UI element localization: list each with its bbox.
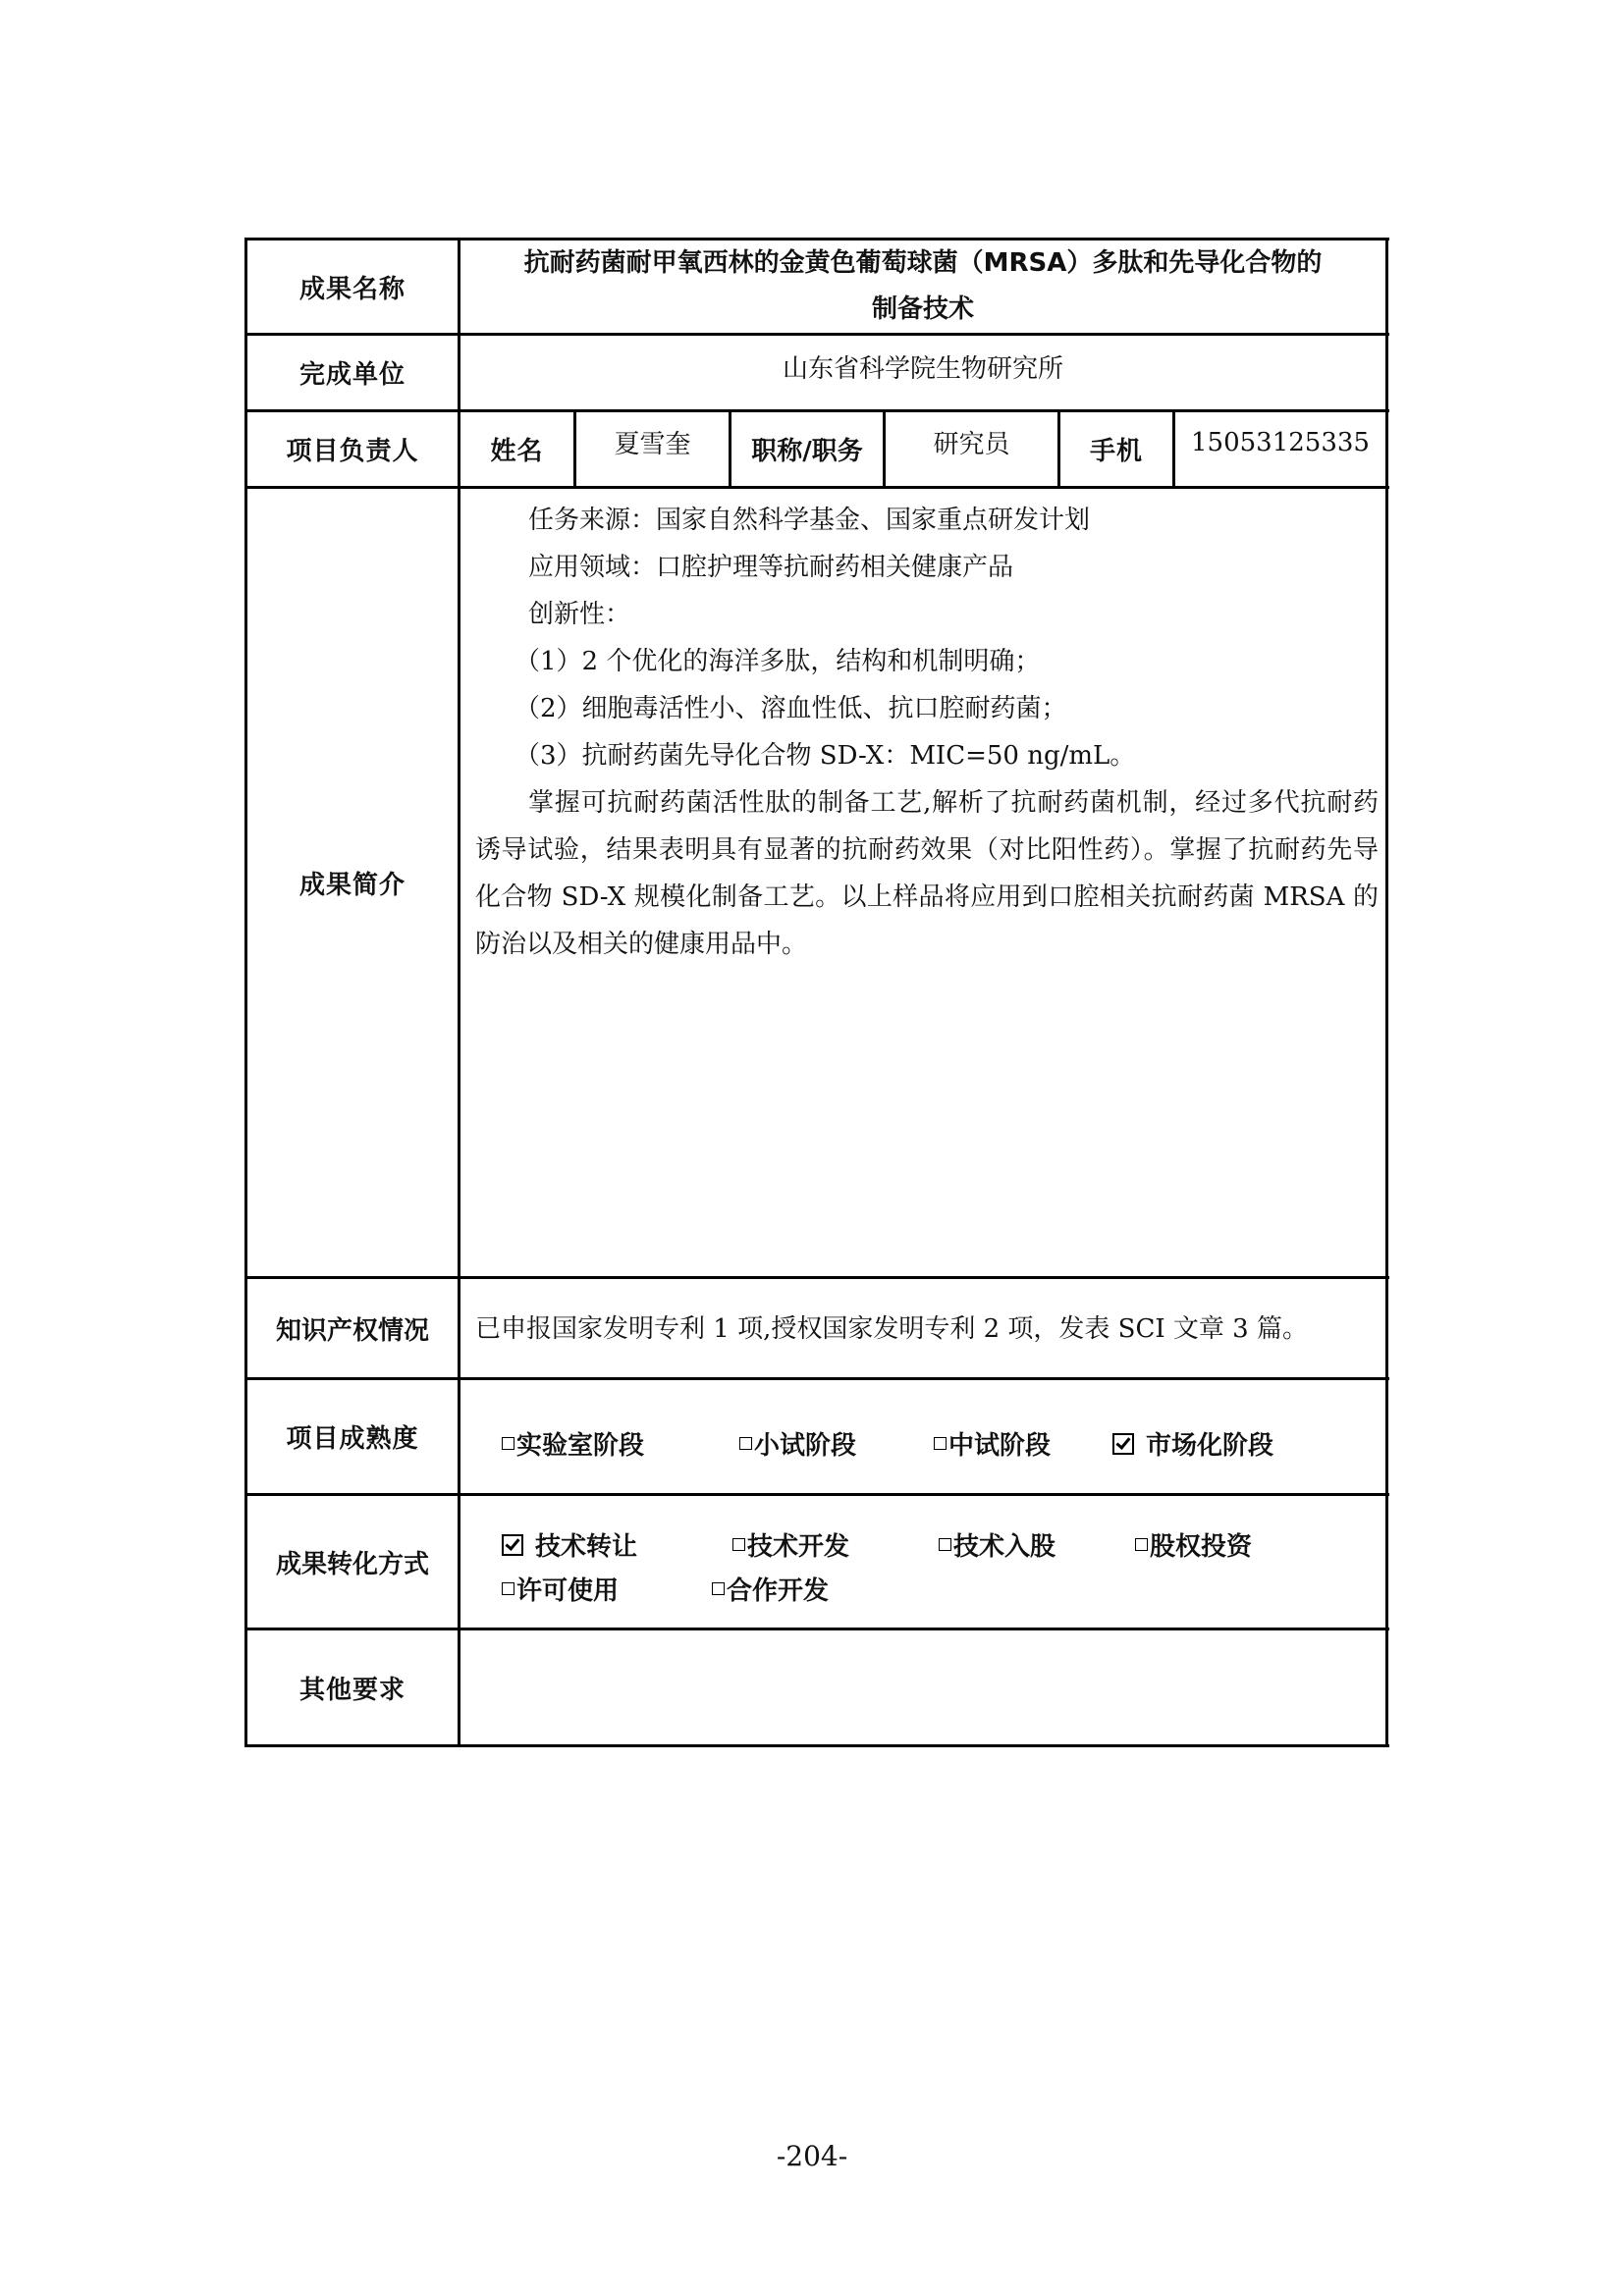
- project-leader-label: 项目负责人: [286, 437, 419, 466]
- option-label: 市场化阶段: [1146, 1431, 1274, 1461]
- achievement-name-line2: 制备技术: [871, 294, 974, 324]
- checkbox-unchecked-icon[interactable]: [502, 1437, 514, 1450]
- table-border-right: [1385, 238, 1388, 1747]
- leader-name-value: 夏雪奎: [614, 430, 691, 459]
- transformation-option-transfer[interactable]: [502, 1526, 637, 1563]
- leader-title-value: 研究员: [933, 430, 1010, 459]
- maturity-label: 项目成熟度: [286, 1424, 419, 1454]
- task-source: 任务来源：国家自然科学基金、国家重点研发计划: [528, 506, 1091, 535]
- leader-title-label: 职称/职务: [751, 437, 863, 466]
- achievement-name-label: 成果名称: [298, 274, 406, 304]
- innovation-heading: 创新性：: [528, 600, 631, 629]
- transformation-option-development[interactable]: [732, 1526, 849, 1563]
- option-label: 技术入股: [953, 1532, 1056, 1562]
- application-field: 应用领域：口腔护理等抗耐药相关健康产品: [528, 553, 1014, 582]
- maturity-option-pilot[interactable]: [934, 1425, 1051, 1462]
- checkbox-checked-icon[interactable]: [502, 1534, 523, 1556]
- option-label: 股权投资: [1150, 1532, 1253, 1562]
- completing-unit-value: 山东省科学院生物研究所: [782, 354, 1063, 384]
- transformation-option-cooperation[interactable]: [712, 1571, 829, 1607]
- checkbox-unchecked-icon[interactable]: [1135, 1538, 1148, 1551]
- page-number: -204-: [776, 2140, 848, 2172]
- option-label: 小试阶段: [754, 1431, 857, 1461]
- option-label: 技术开发: [747, 1532, 850, 1562]
- introduction-summary: 掌握可抗耐药菌活性肽的制备工艺,解析了抗耐药菌机制，经过多代抗耐药诱导试验，结果表明具有显著的抗耐药效果（对比阳性药）。掌握了抗耐药先导化合物 SD-X 规模化制备工艺。以上样品将应用到口腔相关抗耐药菌 MRSA 的防治以及相关的健康用品中。: [475, 788, 1379, 959]
- innovation-item: （3）抗耐药菌先导化合物 SD-X：MIC=50 ng/mL。: [514, 741, 1136, 771]
- leader-name-label: 姓名: [490, 437, 544, 466]
- introduction-content: [475, 497, 1379, 968]
- option-label: 技术转让: [535, 1532, 638, 1562]
- option-label: 中试阶段: [948, 1431, 1052, 1461]
- checkbox-unchecked-icon[interactable]: [939, 1538, 951, 1551]
- other-requirements-label: 其他要求: [298, 1675, 406, 1705]
- checkbox-checked-icon[interactable]: [1112, 1433, 1134, 1455]
- checkbox-unchecked-icon[interactable]: [712, 1582, 725, 1595]
- checkbox-unchecked-icon[interactable]: [502, 1582, 514, 1595]
- table-border-bottom: [245, 1744, 1389, 1747]
- achievement-name-value: [460, 240, 1385, 333]
- introduction-label: 成果简介: [298, 870, 406, 900]
- checkbox-unchecked-icon[interactable]: [732, 1538, 745, 1551]
- innovation-item: （2）细胞毒活性小、溶血性低、抗口腔耐药菌；: [514, 694, 1067, 723]
- completing-unit-label: 完成单位: [298, 360, 406, 390]
- innovation-item: （1）2 个优化的海洋多肽，结构和机制明确；: [514, 647, 1041, 676]
- maturity-option-small-trial[interactable]: [739, 1425, 856, 1462]
- leader-phone-label: 手机: [1089, 437, 1143, 466]
- option-label: 实验室阶段: [516, 1431, 645, 1461]
- ip-status-value: 已申报国家发明专利 1 项,授权国家发明专利 2 项，发表 SCI 文章 3 篇。: [475, 1314, 1308, 1344]
- transformation-option-equity-tech[interactable]: [939, 1526, 1056, 1563]
- ip-status-label: 知识产权情况: [275, 1315, 429, 1346]
- achievement-name-line1: 抗耐药菌耐甲氧西林的金黄色葡萄球菌（MRSA）多肽和先导化合物的: [523, 248, 1323, 278]
- transformation-option-equity-investment[interactable]: [1135, 1526, 1252, 1563]
- maturity-option-market[interactable]: [1112, 1425, 1273, 1462]
- option-label: 许可使用: [516, 1576, 620, 1606]
- checkbox-unchecked-icon[interactable]: [934, 1437, 947, 1450]
- transformation-label: 成果转化方式: [275, 1549, 429, 1579]
- maturity-option-lab[interactable]: [502, 1425, 644, 1462]
- checkbox-unchecked-icon[interactable]: [739, 1437, 752, 1450]
- option-label: 合作开发: [727, 1576, 830, 1606]
- other-requirements-value: [460, 1630, 1385, 1744]
- leader-phone-value: 15053125335: [1191, 427, 1370, 457]
- transformation-option-license[interactable]: [502, 1571, 619, 1607]
